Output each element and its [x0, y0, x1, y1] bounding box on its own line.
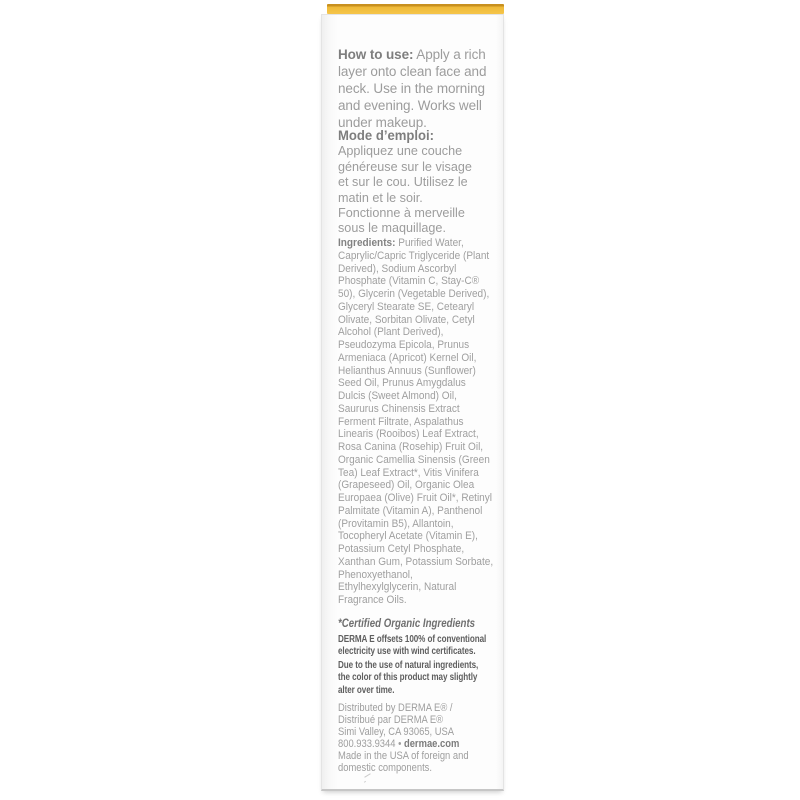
mode-demploi-label: Mode d’emploi: [338, 128, 435, 143]
ingredients-section [338, 237, 493, 607]
ingredients-label: Ingredients: [338, 237, 396, 249]
how-to-use-text: Apply a rich [413, 47, 486, 62]
phone-number: 800.933.9344 • [338, 738, 404, 751]
mode-demploi-body: Appliquez une couche généreuse sur le visage et sur le cou. Utilisez le matin et le soir. Fonctionne à merveille sous le maquillage. [338, 143, 472, 236]
how-to-use-section [338, 46, 486, 131]
how-to-use-label: How to use: [338, 47, 414, 62]
certified-organic-note: *Certified Organic Ingredients [338, 616, 476, 630]
mode-demploi-section [338, 128, 472, 236]
distributor-section [338, 702, 469, 775]
how-to-use-body: layer onto clean face and neck. Use in the morning and evening. Works well under makeup. [338, 64, 487, 130]
how-to-use-first-line [338, 46, 486, 63]
contact-line [338, 738, 469, 750]
ingredients-body: Caprylic/Capric Triglyceride (Plant Derived), Sodium Ascorbyl Phosphate (Vitamin C, Stay-C® 50), Glycerin (Vegetable Derived), Glyceryl Stearate SE, Cetearyl Olivate, Sorbitan Olivate, Cetyl Alcohol (Plant Derived), Pseudozyma Epicola, Prunus Armeniaca (Apricot) Kernel Oil, Helianthus Annuus (Sunflower) Seed Oil, Prunus Amygdalus Dulcis (Sweet Almond) Oil, Saururus Chinensis Extract Ferment Filtrate, Aspalathus Linearis (Rooibos) Leaf Extract, Rosa Canina (Rosehip) Fruit Oil, Organic Camellia Sinensis (Green Tea) Leaf Extract*, Vitis Vinifera (Grapeseed) Oil, Organic Olea Europaea (Olive) Fruit Oil*, Retinyl Palmitate (Vitamin A), Panthenol (Provitamin B5), Allantoin, Tocopheryl Acetate (Vitamin E), Potassium Cetyl Phosphate, Xanthan Gum, Potassium Sorbate, Phenoxyethanol, Ethylhexylglycerin, Natural Fragrance Oils. [338, 249, 494, 606]
made-in-note: Made in the USA of foreign and domestic components. [338, 750, 469, 775]
ingredients-text: Purified Water, [395, 237, 464, 249]
website-url: dermae.com [403, 738, 460, 751]
natural-color-note: Due to the use of natural ingredients, the color of this product may slightly alter over time. [338, 660, 479, 696]
ingredients-first-line [338, 237, 493, 250]
box-top-yellow-stripe [327, 4, 504, 14]
wind-certificates-note: DERMA E offsets 100% of conventional electricity use with wind certificates. [338, 634, 487, 658]
distributor-address: Distributed by DERMA E® / Distribué par DERMA E® Simi Valley, CA 93065, USA [338, 702, 455, 739]
